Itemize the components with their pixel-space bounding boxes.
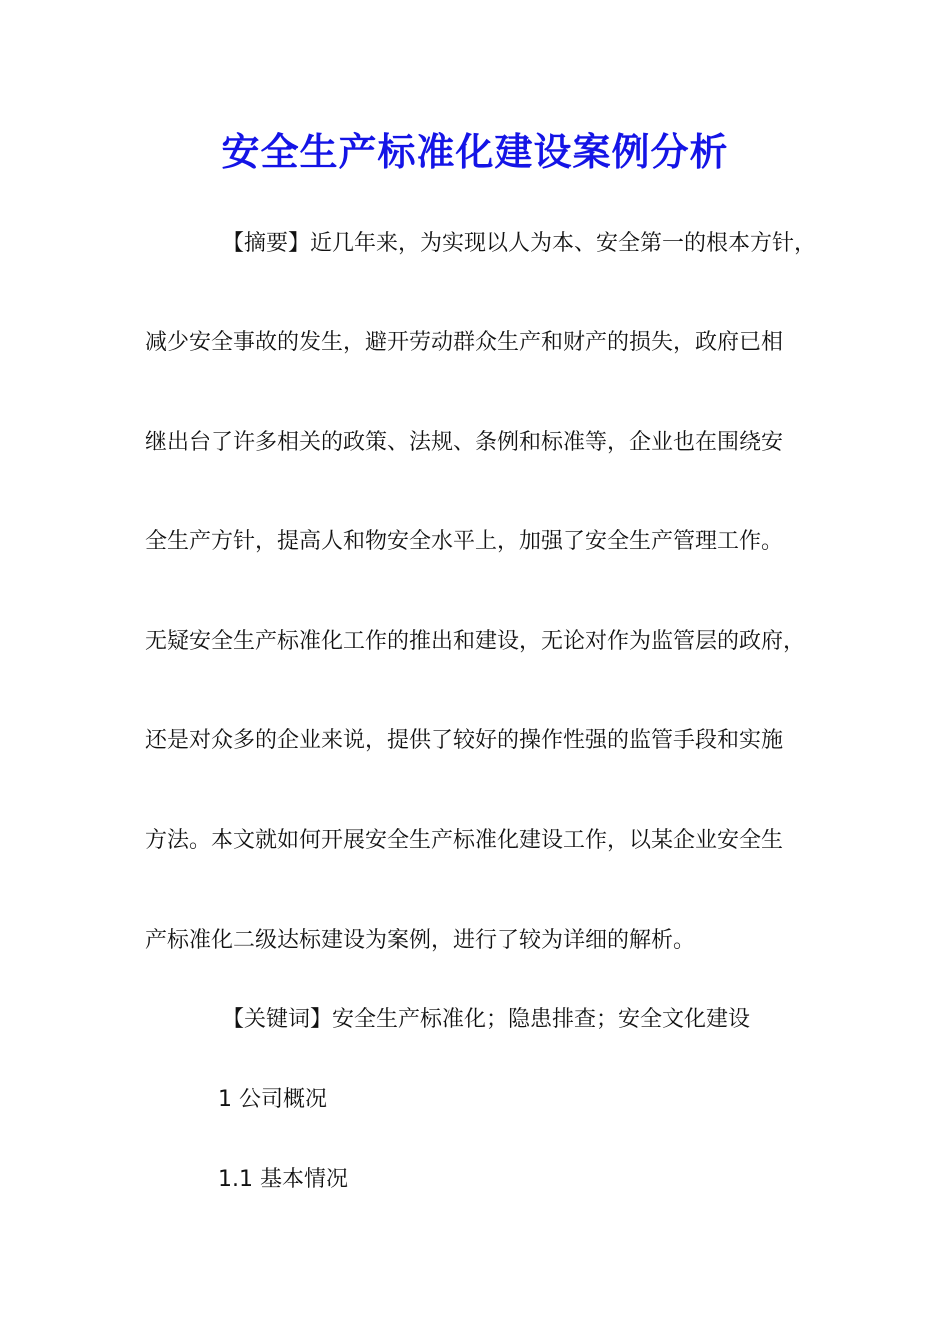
- abstract-line-3: 继出台了许多相关的政策、法规、条例和标准等，企业也在围绕安: [145, 430, 784, 455]
- abstract-line-5: 无疑安全生产标准化工作的推出和建设，无论对作为监管层的政府，: [145, 629, 806, 654]
- abstract-line-8: 产标准化二级达标建设为案例，进行了较为详细的解析。: [145, 928, 696, 953]
- section-heading-1: 1 公司概况: [218, 1087, 327, 1112]
- abstract-line-6: 还是对众多的企业来说，提供了较好的操作性强的监管手段和实施: [145, 728, 784, 753]
- abstract-line-7: 方法。本文就如何开展安全生产标准化建设工作，以某企业安全生: [145, 828, 784, 853]
- document-title: 安全生产标准化建设案例分析: [221, 130, 729, 174]
- section-heading-1-1: 1.1 基本情况: [218, 1167, 348, 1192]
- keywords-line: 【关键词】安全生产标准化；隐患排查；安全文化建设: [222, 1007, 751, 1032]
- abstract-line-1: 【摘要】近几年来，为实现以人为本、安全第一的根本方针，: [222, 231, 817, 256]
- abstract-line-4: 全生产方针，提高人和物安全水平上，加强了安全生产管理工作。: [145, 529, 784, 554]
- abstract-line-2: 减少安全事故的发生，避开劳动群众生产和财产的损失，政府已相: [145, 330, 784, 355]
